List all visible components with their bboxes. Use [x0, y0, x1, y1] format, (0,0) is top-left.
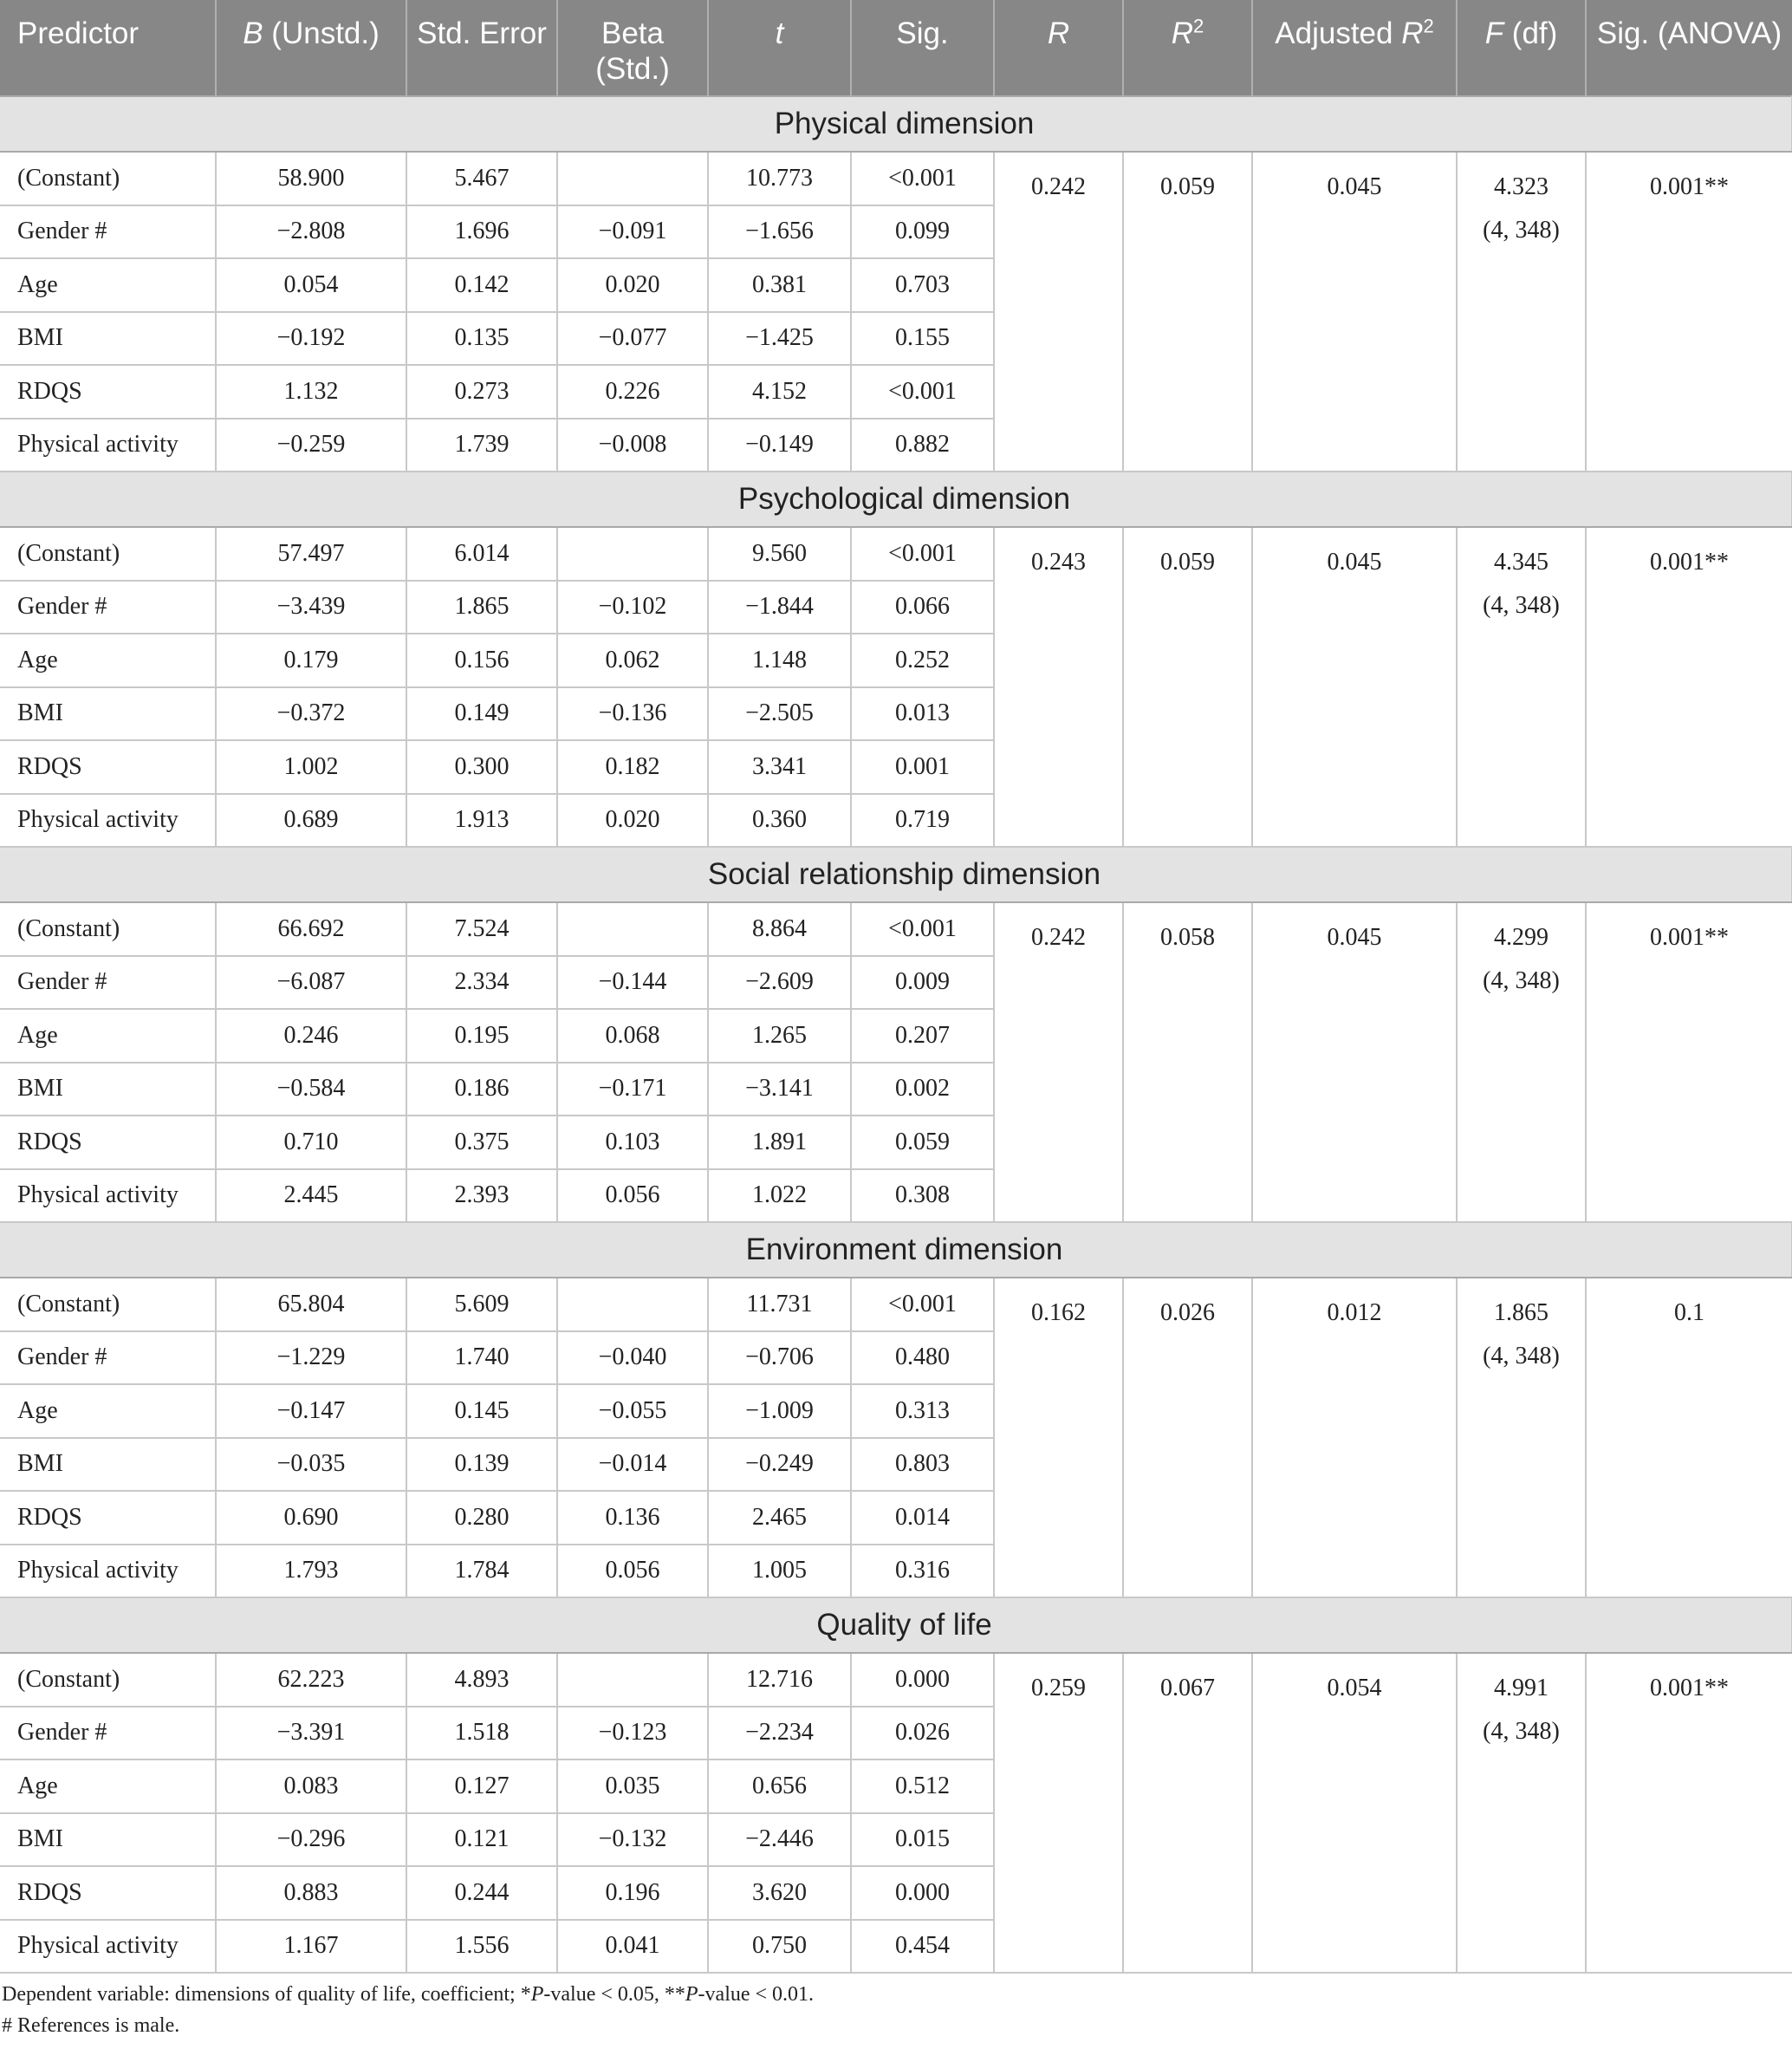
- cell-b-unstd: 62.223: [216, 1653, 406, 1707]
- cell-predictor: Age: [0, 1009, 216, 1063]
- footnote: [0, 2010, 1792, 2041]
- model-f-df: [1457, 152, 1586, 472]
- cell-sig: 0.207: [851, 1009, 994, 1063]
- cell-predictor: (Constant): [0, 1278, 216, 1331]
- cell-beta-std: 0.020: [557, 258, 708, 312]
- cell-sig: 0.252: [851, 634, 994, 687]
- cell-std-error: 0.139: [406, 1438, 557, 1492]
- cell-sig: 0.015: [851, 1813, 994, 1867]
- cell-b-unstd: −0.372: [216, 687, 406, 741]
- section-row: [0, 472, 1792, 527]
- cell-t: −0.249: [708, 1438, 851, 1492]
- column-header-predictor: [0, 0, 216, 96]
- cell-predictor: BMI: [0, 1813, 216, 1867]
- cell-b-unstd: 1.002: [216, 740, 406, 794]
- cell-t: 11.731: [708, 1278, 851, 1331]
- table-row: [0, 902, 1792, 956]
- cell-b-unstd: −0.584: [216, 1063, 406, 1116]
- cell-sig: 0.000: [851, 1866, 994, 1920]
- footnote-part: # References is male.: [2, 2014, 180, 2037]
- column-header-sig-anova: [1586, 0, 1792, 96]
- cell-std-error: 0.135: [406, 312, 557, 366]
- model-sig-anova: 0.001**: [1586, 527, 1792, 847]
- model-r-squared: 0.026: [1123, 1278, 1252, 1597]
- cell-beta-std: −0.132: [557, 1813, 708, 1867]
- cell-sig: 0.308: [851, 1169, 994, 1223]
- cell-sig: <0.001: [851, 527, 994, 581]
- column-header-f-df-part: (df): [1503, 16, 1558, 50]
- cell-predictor: (Constant): [0, 527, 216, 581]
- model-r-squared: 0.058: [1123, 902, 1252, 1222]
- cell-beta-std: −0.144: [557, 956, 708, 1010]
- model-r: 0.162: [994, 1278, 1123, 1597]
- cell-b-unstd: −0.192: [216, 312, 406, 366]
- model-f-df: [1457, 1278, 1586, 1597]
- cell-std-error: 7.524: [406, 902, 557, 956]
- cell-std-error: 0.280: [406, 1491, 557, 1545]
- cell-std-error: 1.739: [406, 419, 557, 472]
- cell-sig: 0.066: [851, 581, 994, 634]
- cell-beta-std: 0.136: [557, 1491, 708, 1545]
- cell-sig: 0.059: [851, 1116, 994, 1169]
- cell-beta-std: 0.056: [557, 1545, 708, 1598]
- cell-beta-std: 0.196: [557, 1866, 708, 1920]
- cell-t: 1.148: [708, 634, 851, 687]
- cell-b-unstd: 65.804: [216, 1278, 406, 1331]
- cell-sig: 0.719: [851, 794, 994, 848]
- column-header-adjusted-r-squared-part: 2: [1423, 15, 1434, 37]
- cell-b-unstd: −0.035: [216, 1438, 406, 1492]
- cell-t: −2.609: [708, 956, 851, 1010]
- model-f-df-line: 4.299: [1494, 924, 1549, 951]
- cell-sig: 0.454: [851, 1920, 994, 1974]
- table-row: [0, 152, 1792, 205]
- cell-predictor: Physical activity: [0, 794, 216, 848]
- model-adjusted-r-squared: 0.045: [1252, 152, 1457, 472]
- cell-std-error: 5.467: [406, 152, 557, 205]
- cell-b-unstd: −3.391: [216, 1707, 406, 1760]
- section-title: Quality of life: [0, 1597, 1792, 1653]
- cell-b-unstd: 0.246: [216, 1009, 406, 1063]
- cell-predictor: Age: [0, 1760, 216, 1813]
- footnote-part: -value < 0.05, **: [543, 1983, 685, 2006]
- cell-t: −2.446: [708, 1813, 851, 1867]
- cell-beta-std: 0.062: [557, 634, 708, 687]
- cell-t: −2.505: [708, 687, 851, 741]
- column-header-t: [708, 0, 851, 96]
- cell-t: 1.022: [708, 1169, 851, 1223]
- cell-std-error: 1.913: [406, 794, 557, 848]
- cell-std-error: 0.142: [406, 258, 557, 312]
- cell-beta-std: 0.068: [557, 1009, 708, 1063]
- table-footnotes: [0, 1979, 1792, 2041]
- cell-std-error: 5.609: [406, 1278, 557, 1331]
- footnote-part: Dependent variable: dimensions of quality of life, coefficient; *: [2, 1983, 531, 2006]
- cell-t: 2.465: [708, 1491, 851, 1545]
- cell-std-error: 1.556: [406, 1920, 557, 1974]
- cell-sig: 0.316: [851, 1545, 994, 1598]
- section-title: Psychological dimension: [0, 472, 1792, 527]
- model-f-df: [1457, 902, 1586, 1222]
- column-header-sig-part: Sig.: [896, 16, 949, 50]
- cell-b-unstd: 0.689: [216, 794, 406, 848]
- cell-sig: <0.001: [851, 152, 994, 205]
- model-sig-anova: 0.1: [1586, 1278, 1792, 1597]
- cell-b-unstd: −2.808: [216, 205, 406, 259]
- section-row: [0, 1222, 1792, 1278]
- cell-t: 1.265: [708, 1009, 851, 1063]
- cell-std-error: 0.300: [406, 740, 557, 794]
- section-row: [0, 96, 1792, 152]
- cell-t: 0.750: [708, 1920, 851, 1974]
- column-header-adjusted-r-squared-part: Adjusted: [1275, 16, 1402, 50]
- column-header-beta-std-part: Beta (Std.): [595, 16, 670, 86]
- cell-beta-std: −0.040: [557, 1331, 708, 1385]
- model-f-df-line: (4, 348): [1483, 1718, 1560, 1745]
- cell-std-error: 1.740: [406, 1331, 557, 1385]
- cell-std-error: 4.893: [406, 1653, 557, 1707]
- cell-predictor: Gender #: [0, 1331, 216, 1385]
- cell-beta-std: [557, 1653, 708, 1707]
- cell-predictor: Gender #: [0, 1707, 216, 1760]
- column-header-t-part: t: [775, 16, 784, 50]
- model-r: 0.242: [994, 902, 1123, 1222]
- cell-t: −1.844: [708, 581, 851, 634]
- cell-b-unstd: 1.167: [216, 1920, 406, 1974]
- cell-predictor: BMI: [0, 1063, 216, 1116]
- cell-t: 1.005: [708, 1545, 851, 1598]
- column-header-b-unstd: [216, 0, 406, 96]
- cell-b-unstd: 0.054: [216, 258, 406, 312]
- cell-sig: <0.001: [851, 1278, 994, 1331]
- cell-sig: 0.000: [851, 1653, 994, 1707]
- cell-t: 3.620: [708, 1866, 851, 1920]
- cell-std-error: 0.273: [406, 365, 557, 419]
- column-header-adjusted-r-squared: [1252, 0, 1457, 96]
- model-sig-anova: 0.001**: [1586, 1653, 1792, 1973]
- footnote-part: P: [530, 1983, 544, 2006]
- cell-beta-std: −0.171: [557, 1063, 708, 1116]
- cell-sig: <0.001: [851, 365, 994, 419]
- cell-sig: 0.014: [851, 1491, 994, 1545]
- cell-beta-std: 0.035: [557, 1760, 708, 1813]
- cell-b-unstd: 66.692: [216, 902, 406, 956]
- cell-t: −0.706: [708, 1331, 851, 1385]
- footnote-part: P: [685, 1983, 698, 2006]
- model-r: 0.243: [994, 527, 1123, 847]
- cell-sig: 0.009: [851, 956, 994, 1010]
- cell-std-error: 0.186: [406, 1063, 557, 1116]
- cell-predictor: (Constant): [0, 902, 216, 956]
- cell-predictor: RDQS: [0, 740, 216, 794]
- cell-std-error: 1.518: [406, 1707, 557, 1760]
- cell-beta-std: 0.056: [557, 1169, 708, 1223]
- model-r: 0.259: [994, 1653, 1123, 1973]
- cell-t: −1.425: [708, 312, 851, 366]
- cell-sig: 0.026: [851, 1707, 994, 1760]
- cell-sig: 0.155: [851, 312, 994, 366]
- column-header-f-df: [1457, 0, 1586, 96]
- cell-predictor: BMI: [0, 687, 216, 741]
- cell-sig: 0.512: [851, 1760, 994, 1813]
- cell-beta-std: [557, 527, 708, 581]
- cell-t: 0.656: [708, 1760, 851, 1813]
- cell-t: 9.560: [708, 527, 851, 581]
- cell-sig: 0.002: [851, 1063, 994, 1116]
- cell-predictor: Age: [0, 1384, 216, 1438]
- column-header-b-unstd-part: (Unstd.): [263, 16, 380, 50]
- cell-predictor: BMI: [0, 1438, 216, 1492]
- cell-predictor: Gender #: [0, 956, 216, 1010]
- cell-std-error: 0.127: [406, 1760, 557, 1813]
- cell-b-unstd: 1.132: [216, 365, 406, 419]
- column-header-r: [994, 0, 1123, 96]
- cell-b-unstd: 0.883: [216, 1866, 406, 1920]
- cell-std-error: 0.375: [406, 1116, 557, 1169]
- model-f-df-line: 4.991: [1494, 1675, 1549, 1701]
- cell-predictor: Physical activity: [0, 1545, 216, 1598]
- model-adjusted-r-squared: 0.054: [1252, 1653, 1457, 1973]
- cell-sig: 0.099: [851, 205, 994, 259]
- cell-sig: 0.001: [851, 740, 994, 794]
- table-row: [0, 527, 1792, 581]
- cell-b-unstd: −6.087: [216, 956, 406, 1010]
- column-header-sig: [851, 0, 994, 96]
- cell-beta-std: −0.102: [557, 581, 708, 634]
- cell-b-unstd: −0.296: [216, 1813, 406, 1867]
- cell-t: 0.381: [708, 258, 851, 312]
- cell-b-unstd: 1.793: [216, 1545, 406, 1598]
- cell-t: −1.009: [708, 1384, 851, 1438]
- model-f-df: [1457, 527, 1586, 847]
- cell-b-unstd: 0.083: [216, 1760, 406, 1813]
- model-adjusted-r-squared: 0.045: [1252, 527, 1457, 847]
- model-f-df-line: (4, 348): [1483, 1343, 1560, 1369]
- cell-sig: 0.882: [851, 419, 994, 472]
- cell-t: 10.773: [708, 152, 851, 205]
- cell-std-error: 1.865: [406, 581, 557, 634]
- cell-std-error: 2.334: [406, 956, 557, 1010]
- cell-t: −1.656: [708, 205, 851, 259]
- cell-predictor: (Constant): [0, 1653, 216, 1707]
- cell-b-unstd: 2.445: [216, 1169, 406, 1223]
- model-sig-anova: 0.001**: [1586, 152, 1792, 472]
- section-row: [0, 1597, 1792, 1653]
- cell-predictor: RDQS: [0, 365, 216, 419]
- model-sig-anova: 0.001**: [1586, 902, 1792, 1222]
- column-header-std-error: [406, 0, 557, 96]
- column-header-r-squared: [1123, 0, 1252, 96]
- cell-sig: 0.803: [851, 1438, 994, 1492]
- column-header-std-error-part: Std. Error: [417, 16, 547, 50]
- model-f-df-line: (4, 348): [1483, 967, 1560, 994]
- footnote: [0, 1979, 1792, 2010]
- cell-sig: 0.703: [851, 258, 994, 312]
- cell-predictor: Gender #: [0, 205, 216, 259]
- model-f-df-line: (4, 348): [1483, 217, 1560, 244]
- model-adjusted-r-squared: 0.045: [1252, 902, 1457, 1222]
- cell-b-unstd: 0.179: [216, 634, 406, 687]
- cell-b-unstd: 57.497: [216, 527, 406, 581]
- cell-beta-std: −0.123: [557, 1707, 708, 1760]
- cell-t: −0.149: [708, 419, 851, 472]
- model-r-squared: 0.067: [1123, 1653, 1252, 1973]
- cell-t: −3.141: [708, 1063, 851, 1116]
- cell-b-unstd: −0.147: [216, 1384, 406, 1438]
- table-header: [0, 0, 1792, 96]
- cell-predictor: Age: [0, 258, 216, 312]
- cell-t: 4.152: [708, 365, 851, 419]
- cell-t: 0.360: [708, 794, 851, 848]
- model-f-df-line: (4, 348): [1483, 592, 1560, 619]
- cell-predictor: Physical activity: [0, 1920, 216, 1974]
- cell-t: 1.891: [708, 1116, 851, 1169]
- cell-predictor: Age: [0, 634, 216, 687]
- cell-predictor: (Constant): [0, 152, 216, 205]
- cell-beta-std: 0.103: [557, 1116, 708, 1169]
- cell-std-error: 1.696: [406, 205, 557, 259]
- cell-std-error: 0.195: [406, 1009, 557, 1063]
- cell-beta-std: [557, 1278, 708, 1331]
- model-adjusted-r-squared: 0.012: [1252, 1278, 1457, 1597]
- cell-beta-std: −0.077: [557, 312, 708, 366]
- column-header-r-squared-part: R: [1171, 16, 1194, 50]
- cell-beta-std: [557, 902, 708, 956]
- column-header-f-df-part: F: [1484, 16, 1504, 50]
- cell-beta-std: −0.136: [557, 687, 708, 741]
- cell-sig: <0.001: [851, 902, 994, 956]
- table-row: [0, 1278, 1792, 1331]
- cell-predictor: BMI: [0, 312, 216, 366]
- model-f-df-line: 4.345: [1494, 549, 1549, 576]
- column-header-adjusted-r-squared-part: R: [1401, 16, 1424, 50]
- cell-predictor: RDQS: [0, 1116, 216, 1169]
- cell-std-error: 0.145: [406, 1384, 557, 1438]
- column-header-beta-std: [557, 0, 708, 96]
- cell-t: 3.341: [708, 740, 851, 794]
- cell-predictor: Gender #: [0, 581, 216, 634]
- section-title: Environment dimension: [0, 1222, 1792, 1278]
- cell-beta-std: −0.055: [557, 1384, 708, 1438]
- footnote-part: -value < 0.01.: [698, 1983, 815, 2006]
- cell-b-unstd: −1.229: [216, 1331, 406, 1385]
- cell-std-error: 0.244: [406, 1866, 557, 1920]
- column-header-sig-anova-part: Sig. (ANOVA): [1596, 16, 1782, 50]
- cell-predictor: RDQS: [0, 1491, 216, 1545]
- cell-beta-std: −0.014: [557, 1438, 708, 1492]
- cell-b-unstd: −0.259: [216, 419, 406, 472]
- model-r: 0.242: [994, 152, 1123, 472]
- cell-b-unstd: 0.710: [216, 1116, 406, 1169]
- cell-std-error: 1.784: [406, 1545, 557, 1598]
- table-row: [0, 1653, 1792, 1707]
- model-f-df: [1457, 1653, 1586, 1973]
- section-title: Social relationship dimension: [0, 847, 1792, 902]
- cell-b-unstd: 58.900: [216, 152, 406, 205]
- cell-beta-std: [557, 152, 708, 205]
- cell-t: −2.234: [708, 1707, 851, 1760]
- cell-beta-std: 0.182: [557, 740, 708, 794]
- column-header-predictor-part: Predictor: [17, 16, 140, 50]
- table-body: [0, 96, 1792, 1973]
- section-title: Physical dimension: [0, 96, 1792, 152]
- cell-predictor: RDQS: [0, 1866, 216, 1920]
- column-header-r-part: R: [1047, 16, 1070, 50]
- cell-sig: 0.480: [851, 1331, 994, 1385]
- column-header-r-squared-part: 2: [1193, 15, 1204, 37]
- cell-std-error: 0.156: [406, 634, 557, 687]
- cell-std-error: 2.393: [406, 1169, 557, 1223]
- cell-sig: 0.013: [851, 687, 994, 741]
- cell-beta-std: −0.008: [557, 419, 708, 472]
- cell-beta-std: 0.041: [557, 1920, 708, 1974]
- model-f-df-line: 4.323: [1494, 173, 1549, 200]
- cell-sig: 0.313: [851, 1384, 994, 1438]
- cell-b-unstd: −3.439: [216, 581, 406, 634]
- cell-beta-std: 0.020: [557, 794, 708, 848]
- cell-b-unstd: 0.690: [216, 1491, 406, 1545]
- cell-beta-std: −0.091: [557, 205, 708, 259]
- cell-t: 8.864: [708, 902, 851, 956]
- model-r-squared: 0.059: [1123, 527, 1252, 847]
- cell-predictor: Physical activity: [0, 419, 216, 472]
- cell-std-error: 0.149: [406, 687, 557, 741]
- column-header-b-unstd-part: B: [243, 16, 263, 50]
- cell-std-error: 0.121: [406, 1813, 557, 1867]
- header-row: [0, 0, 1792, 96]
- cell-beta-std: 0.226: [557, 365, 708, 419]
- model-r-squared: 0.059: [1123, 152, 1252, 472]
- cell-t: 12.716: [708, 1653, 851, 1707]
- cell-predictor: Physical activity: [0, 1169, 216, 1223]
- section-row: [0, 847, 1792, 902]
- model-f-df-line: 1.865: [1494, 1299, 1549, 1326]
- cell-std-error: 6.014: [406, 527, 557, 581]
